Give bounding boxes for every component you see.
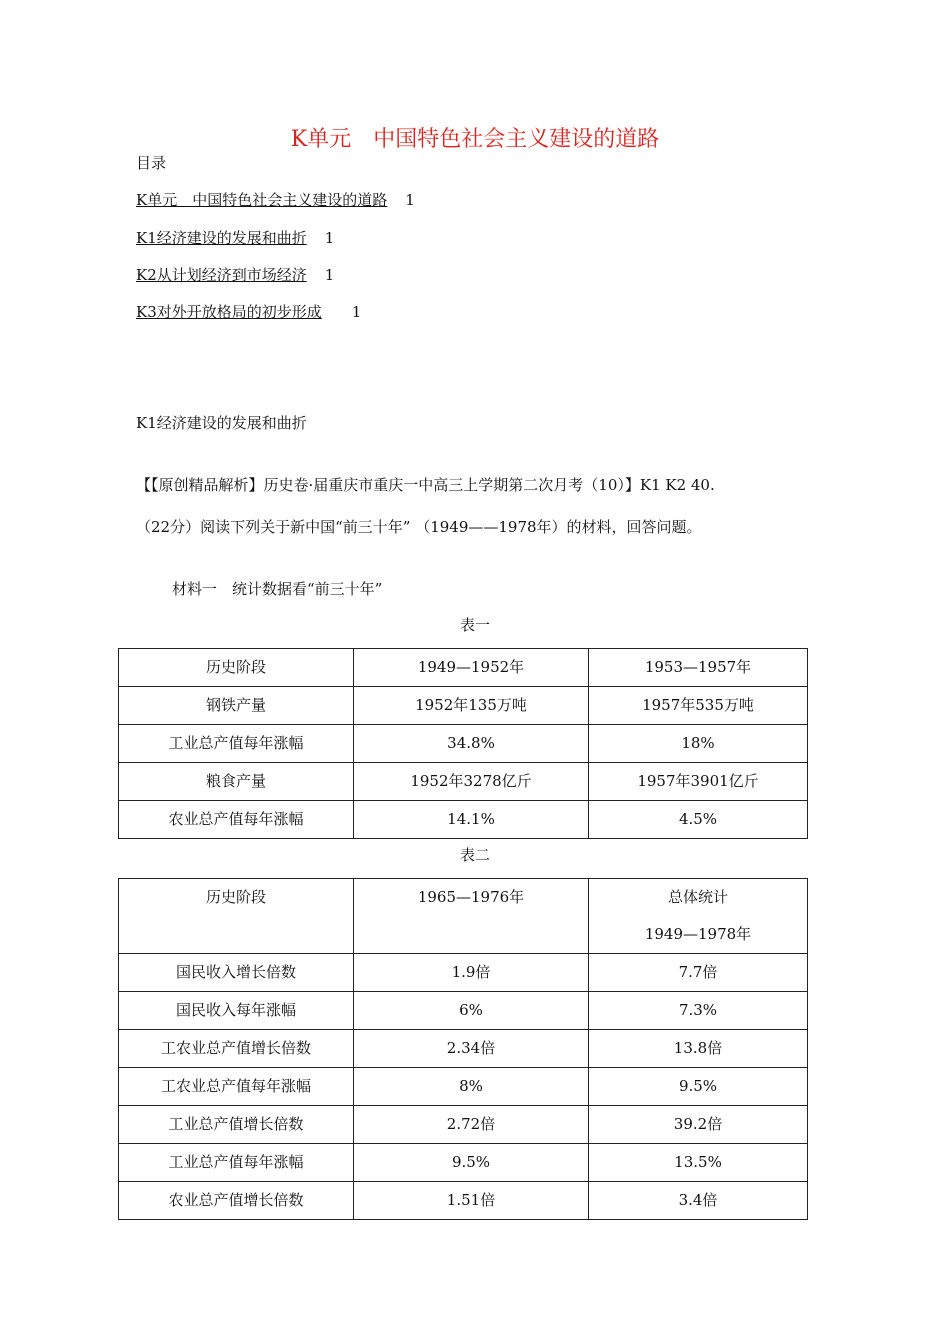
table-row — [119, 992, 808, 1030]
table-cell: 1.9倍 — [354, 954, 589, 992]
table-header-line: 1949—1978年 — [644, 925, 752, 943]
table-row — [119, 763, 808, 801]
table-row — [119, 1068, 808, 1106]
table-cell: 14.1% — [354, 801, 589, 839]
toc-item[interactable] — [136, 301, 361, 322]
toc-page-number: 1 — [324, 266, 335, 284]
table-cell: 农业总产值每年涨幅 — [119, 801, 354, 839]
question-line-1: 【【原创精品解析】历史卷·届重庆市重庆一中高三上学期第二次月考（10）】K1 K2 40. — [136, 476, 715, 494]
table-cell: 农业总产值增长倍数 — [119, 1182, 354, 1220]
section-heading: K1经济建设的发展和曲折 — [136, 414, 307, 432]
table-header-cell: 历史阶段 — [119, 879, 354, 954]
table-cell: 4.5% — [589, 801, 808, 839]
table-header-cell: 历史阶段 — [119, 649, 354, 687]
table-row — [119, 725, 808, 763]
toc-link[interactable]: K2从计划经济到市场经济 — [136, 266, 307, 284]
table-cell: 1952年3278亿斤 — [354, 763, 589, 801]
table-header-row — [119, 879, 808, 954]
table-header-cell: 1953—1957年 — [589, 649, 808, 687]
table1 — [118, 648, 808, 839]
table-cell: 粮食产量 — [119, 763, 354, 801]
table-cell: 39.2倍 — [589, 1106, 808, 1144]
table-header-line: 总体统计 — [667, 888, 728, 906]
toc-page-number: 1 — [405, 191, 415, 209]
table-header-cell: 1949—1952年 — [354, 649, 589, 687]
table2-caption: 表二 — [459, 846, 490, 864]
table-cell: 2.34倍 — [354, 1030, 589, 1068]
table-header-row — [119, 649, 808, 687]
table-cell: 34.8% — [354, 725, 589, 763]
table1-caption: 表一 — [459, 616, 490, 634]
table-cell: 9.5% — [354, 1144, 589, 1182]
table-cell: 1952年135万吨 — [354, 687, 589, 725]
table-cell: 7.3% — [589, 992, 808, 1030]
table-cell: 工农业总产值增长倍数 — [119, 1030, 354, 1068]
toc-link[interactable]: K1经济建设的发展和曲折 — [136, 229, 307, 247]
table-cell: 1957年3901亿斤 — [589, 763, 808, 801]
table-row — [119, 954, 808, 992]
table-row — [119, 1144, 808, 1182]
table-row — [119, 1030, 808, 1068]
table-cell: 2.72倍 — [354, 1106, 589, 1144]
table-cell: 钢铁产量 — [119, 687, 354, 725]
table-row — [119, 801, 808, 839]
toc-item[interactable] — [136, 189, 415, 210]
table-row — [119, 1106, 808, 1144]
table-cell: 18% — [589, 725, 808, 763]
table-cell: 13.8倍 — [589, 1030, 808, 1068]
page-title: K单元 中国特色社会主义建设的道路 — [290, 127, 660, 152]
toc-page-number: 1 — [324, 229, 335, 247]
table-cell: 3.4倍 — [589, 1182, 808, 1220]
table-header-cell: 1965—1976年 — [354, 879, 589, 954]
toc-page-number: 1 — [351, 303, 362, 321]
table-cell: 8% — [354, 1068, 589, 1106]
table-cell: 工业总产值每年涨幅 — [119, 725, 354, 763]
table-cell: 9.5% — [589, 1068, 808, 1106]
table2 — [118, 878, 808, 1220]
table-cell: 国民收入增长倍数 — [119, 954, 354, 992]
question-line-2: （22分）阅读下列关于新中国“前三十年” （1949——1978年）的材料，回答问题。 — [136, 518, 702, 536]
table-row — [119, 1182, 808, 1220]
toc-link[interactable]: K单元 中国特色社会主义建设的道路 — [136, 191, 388, 209]
toc-heading: 目录 — [136, 154, 167, 172]
table-header-cell — [589, 879, 808, 954]
toc-item[interactable] — [136, 227, 334, 248]
table-cell: 工农业总产值每年涨幅 — [119, 1068, 354, 1106]
table-cell: 13.5% — [589, 1144, 808, 1182]
table-cell: 1957年535万吨 — [589, 687, 808, 725]
material-label: 材料一 统计数据看“前三十年” — [172, 580, 383, 598]
table-cell: 7.7倍 — [589, 954, 808, 992]
table-cell: 工业总产值每年涨幅 — [119, 1144, 354, 1182]
table-cell: 工业总产值增长倍数 — [119, 1106, 354, 1144]
table-row — [119, 687, 808, 725]
table-cell: 6% — [354, 992, 589, 1030]
toc-link[interactable]: K3对外开放格局的初步形成 — [136, 303, 322, 321]
table-cell: 国民收入每年涨幅 — [119, 992, 354, 1030]
table-cell: 1.51倍 — [354, 1182, 589, 1220]
toc-item[interactable] — [136, 264, 334, 285]
